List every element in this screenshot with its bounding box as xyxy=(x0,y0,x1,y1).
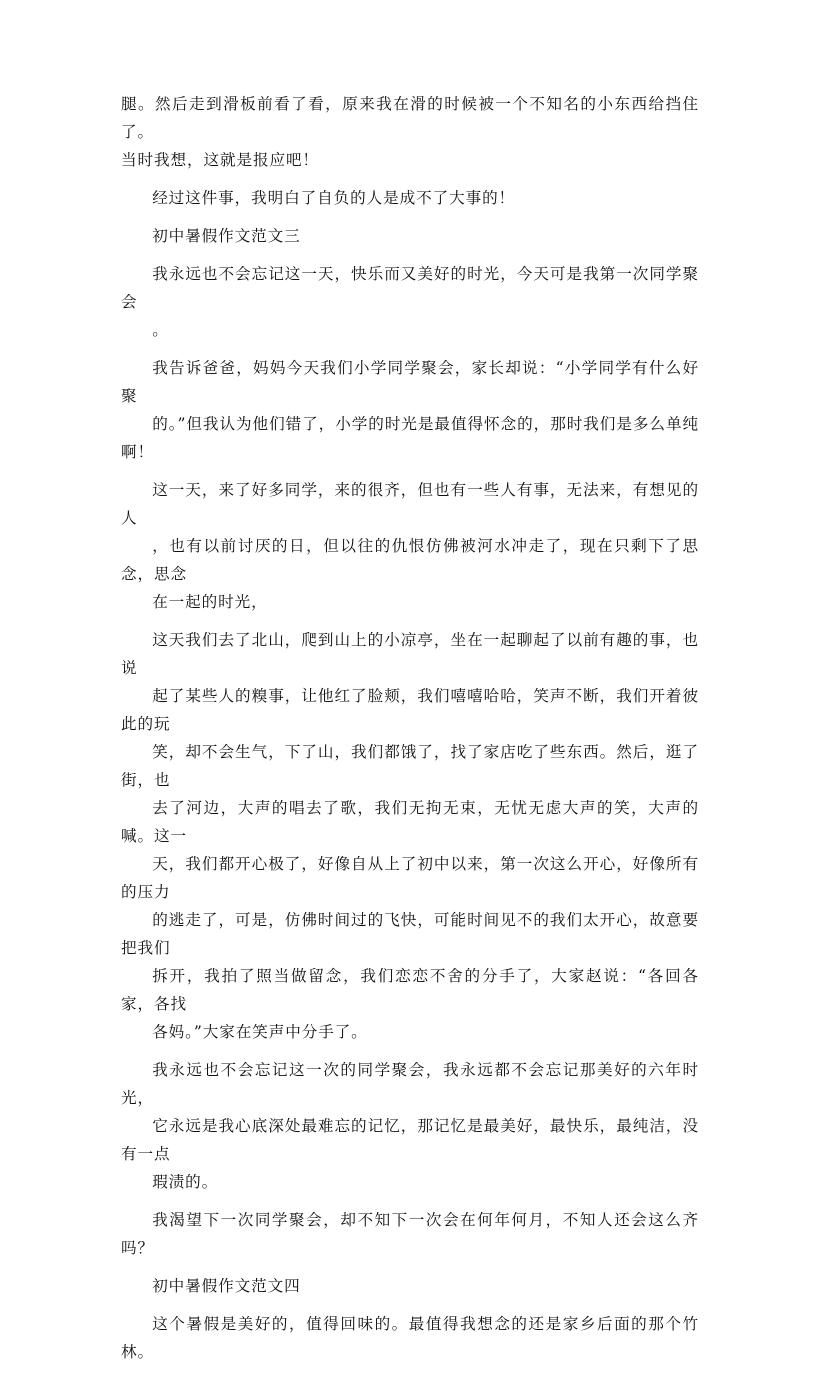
paragraph-line: 这一天，来了好多同学，来的很齐，但也有一些人有事，无法来，有想见的人 xyxy=(121,481,699,527)
document-body xyxy=(121,90,699,1376)
section-heading-text: 初中暑假作文范文四 xyxy=(152,1277,301,1295)
paragraph-line: 它永远是我心底深处最难忘的记忆，那记忆是最美好，最快乐，最纯洁，没有一点 xyxy=(121,1117,699,1163)
paragraph-line: 这个暑假是美好的，值得回味的。最值得我想念的还是家乡后面的那个竹林。 xyxy=(121,1315,699,1361)
paragraph-line: 当时我想，这就是报应吧！ xyxy=(121,151,319,169)
paragraph-line: 的。”但我认为他们错了，小学的时光是最值得怀念的，那时我们是多么单纯啊！ xyxy=(121,415,699,461)
paragraph-line: 在一起的时光， xyxy=(152,593,268,611)
paragraph-4 xyxy=(121,260,699,344)
paragraph-6 xyxy=(121,476,699,616)
paragraph-line: 拆开，我拍了照当做留念，我们恋恋不舍的分手了，大家赵说：“各回各家，各找 xyxy=(121,967,699,1013)
paragraph-line: 我永远也不会忘记这一次的同学聚会，我永远都不会忘记那美好的六年时光， xyxy=(121,1061,699,1107)
paragraph-9 xyxy=(121,1206,699,1262)
paragraph-line: ，也有以前讨厌的日，但以往的仇恨仿佛被河水冲走了，现在只剩下了思念，思念 xyxy=(121,537,699,583)
paragraph-8 xyxy=(121,1056,699,1196)
paragraph-line: 我渴望下一次同学聚会，却不知下一次会在何年何月，不知人还会这么齐吗？ xyxy=(121,1211,699,1257)
paragraph-11 xyxy=(121,1310,699,1366)
paragraph-line: 腿。然后走到滑板前看了看，原来我在滑的时候被一个不知名的小东西给挡住了。 xyxy=(121,95,699,141)
paragraph-line: 我告诉爸爸，妈妈今天我们小学同学聚会，家长却说：“小学同学有什么好聚 xyxy=(121,359,699,405)
paragraph-line: 经过这件事，我明白了自负的人是成不了大事的！ xyxy=(152,189,516,207)
paragraph-line: 的逃走了，可是，仿佛时间过的飞快，可能时间见不的我们太开心，故意要把我们 xyxy=(121,911,699,957)
paragraph-5 xyxy=(121,354,699,466)
section-heading-3 xyxy=(121,222,699,250)
paragraph-7 xyxy=(121,626,699,1046)
paragraph-line: 瑕渍的。 xyxy=(152,1173,219,1191)
paragraph-line: 我永远也不会忘记这一天，快乐而又美好的时光，今天可是我第一次同学聚会 xyxy=(121,265,699,311)
section-heading-4 xyxy=(121,1272,699,1300)
paragraph-2 xyxy=(121,184,699,212)
paragraph-line: 。 xyxy=(152,321,169,339)
section-heading-text: 初中暑假作文范文三 xyxy=(152,227,301,245)
paragraph-line: 这天我们去了北山，爬到山上的小凉亭，坐在一起聊起了以前有趣的事，也说 xyxy=(121,631,699,677)
paragraph-line: 去了河边，大声的唱去了歌，我们无拘无束，无忧无虑大声的笑，大声的喊。这一 xyxy=(121,799,699,845)
paragraph-line: 笑，却不会生气，下了山，我们都饿了，找了家店吃了些东西。然后，逛了街，也 xyxy=(121,743,699,789)
paragraph-line: 起了某些人的糗事，让他红了脸颊，我们嘻嘻哈哈，笑声不断，我们开着彼此的玩 xyxy=(121,687,699,733)
paragraph-line: 各妈。”大家在笑声中分手了。 xyxy=(152,1023,368,1041)
paragraph-line: 天，我们都开心极了，好像自从上了初中以来，第一次这么开心，好像所有的压力 xyxy=(121,855,699,901)
paragraph-1 xyxy=(121,90,699,174)
